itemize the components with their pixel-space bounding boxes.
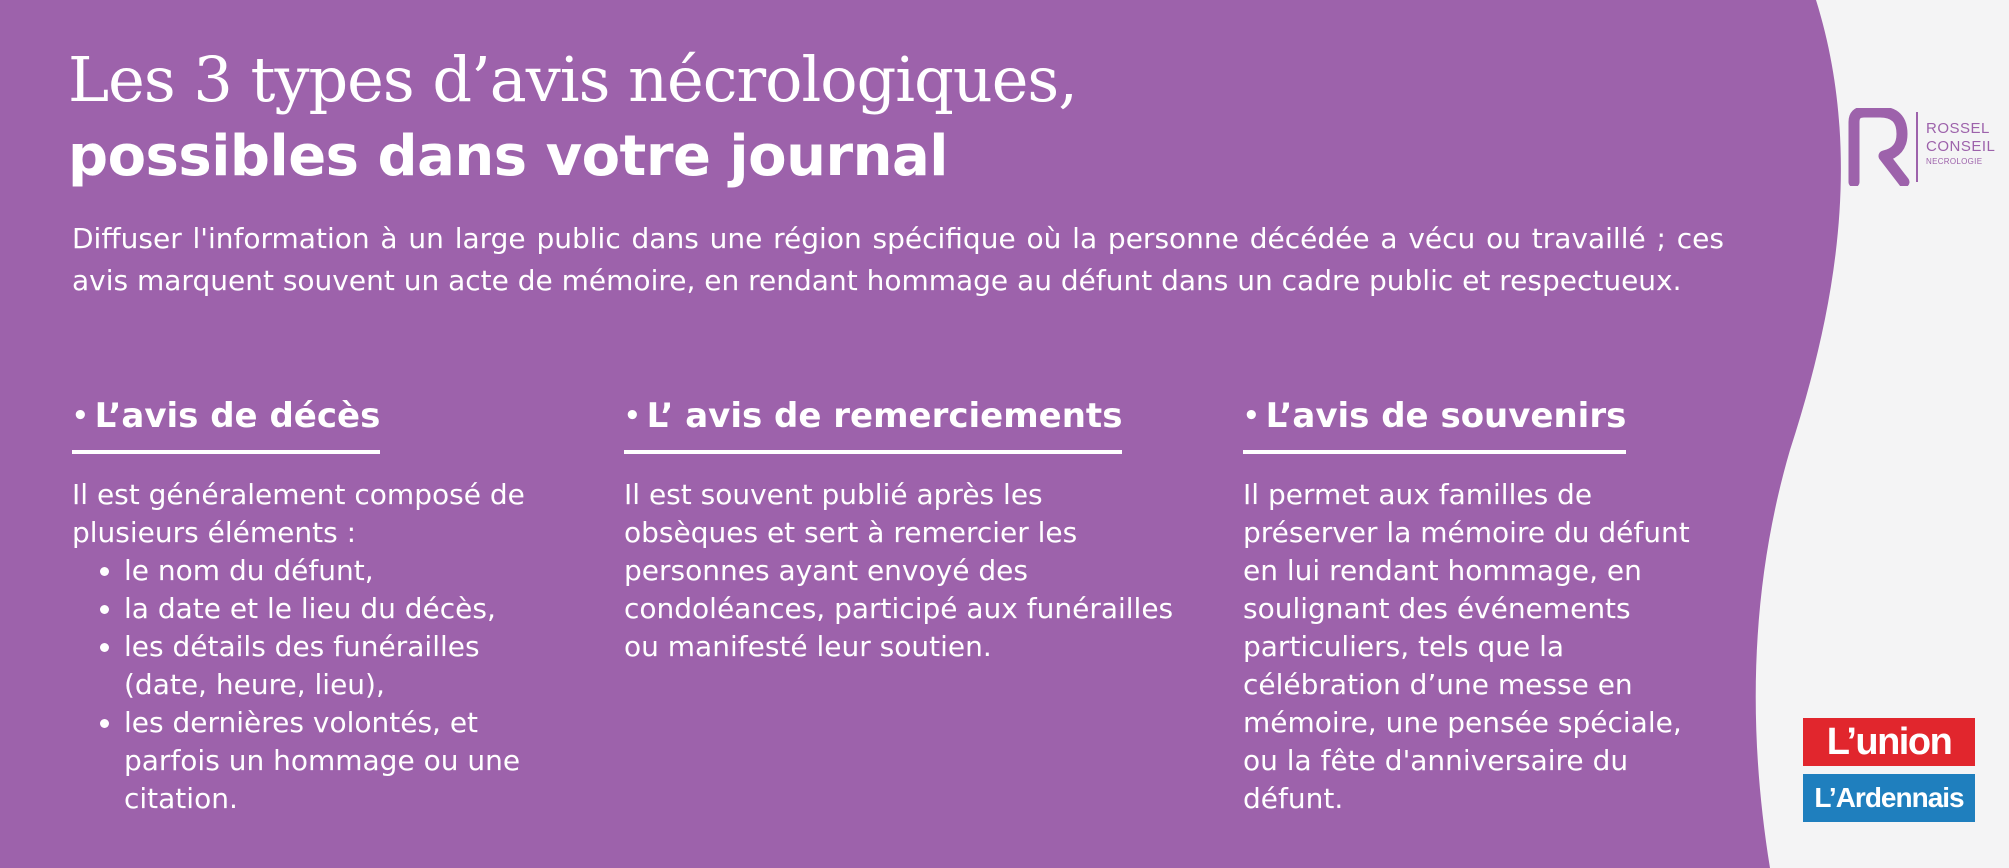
bullet-icon: •: [624, 401, 641, 431]
element-list: [72, 552, 552, 818]
brand-text: [1926, 120, 1995, 167]
rossel-conseil-logo: [1846, 106, 1996, 186]
rossel-r-logo-icon: [1846, 108, 1910, 186]
bullet-icon: •: [72, 401, 89, 431]
intro-paragraph: Diffuser l'information à un large public dans une région spécifique où la personne décédée a vécu ou travaillé ; ces avis marquent souvent un acte de mémoire, en rendant hommage au défunt dans un cadre public et respectueux.: [72, 222, 1724, 297]
column-avis-remerciements: [624, 390, 1184, 666]
list-item: • les dernières volontés, et parfois un hommage ou une citation.: [124, 704, 552, 818]
column-body: [1243, 476, 1723, 818]
page-title: [68, 40, 1077, 194]
brand-line-1: ROSSEL: [1926, 120, 1990, 137]
title-line-2: possibles dans votre journal: [68, 124, 948, 189]
lardennais-logo: L’Ardennais: [1803, 774, 1975, 822]
column-body: [72, 476, 552, 818]
column-text: Il est généralement composé de plusieurs éléments :: [72, 478, 525, 549]
column-heading: [1243, 390, 1626, 454]
list-item: • le nom du défunt,: [124, 552, 552, 590]
bullet-icon: •: [1243, 401, 1260, 431]
column-heading: [72, 390, 380, 454]
column-avis-deces: [72, 390, 552, 818]
column-body: [624, 476, 1184, 666]
brand-line-3: NECROLOGIE: [1926, 157, 1983, 166]
brand-divider: [1916, 112, 1918, 182]
column-text: Il est souvent publié après les obsèques et sert à remercier les personnes ayant envoyé des condoléances, participé aux funérailles ou manifesté leur soutien.: [624, 478, 1174, 663]
column-heading-label: L’ avis de remerciements: [646, 396, 1123, 436]
brand-line-2: CONSEIL: [1926, 138, 1996, 155]
lunion-logo: L’union: [1803, 718, 1975, 766]
list-item: • les détails des funérailles (date, heure, lieu),: [124, 628, 552, 704]
column-heading-label: L’avis de décès: [94, 396, 381, 436]
column-avis-souvenirs: [1243, 390, 1723, 818]
list-item: • la date et le lieu du décès,: [124, 590, 552, 628]
title-line-1: Les 3 types d’avis nécrologiques,: [68, 43, 1077, 116]
column-heading: [624, 390, 1122, 454]
column-heading-label: L’avis de souvenirs: [1265, 396, 1627, 436]
column-text: Il permet aux familles de préserver la mémoire du défunt en lui rendant hommage, en soulignant des événements particuliers, tels que la célébration d’une messe en mémoire, une pensée spéciale, ou la fête d'anniversaire du défunt.: [1243, 478, 1690, 815]
